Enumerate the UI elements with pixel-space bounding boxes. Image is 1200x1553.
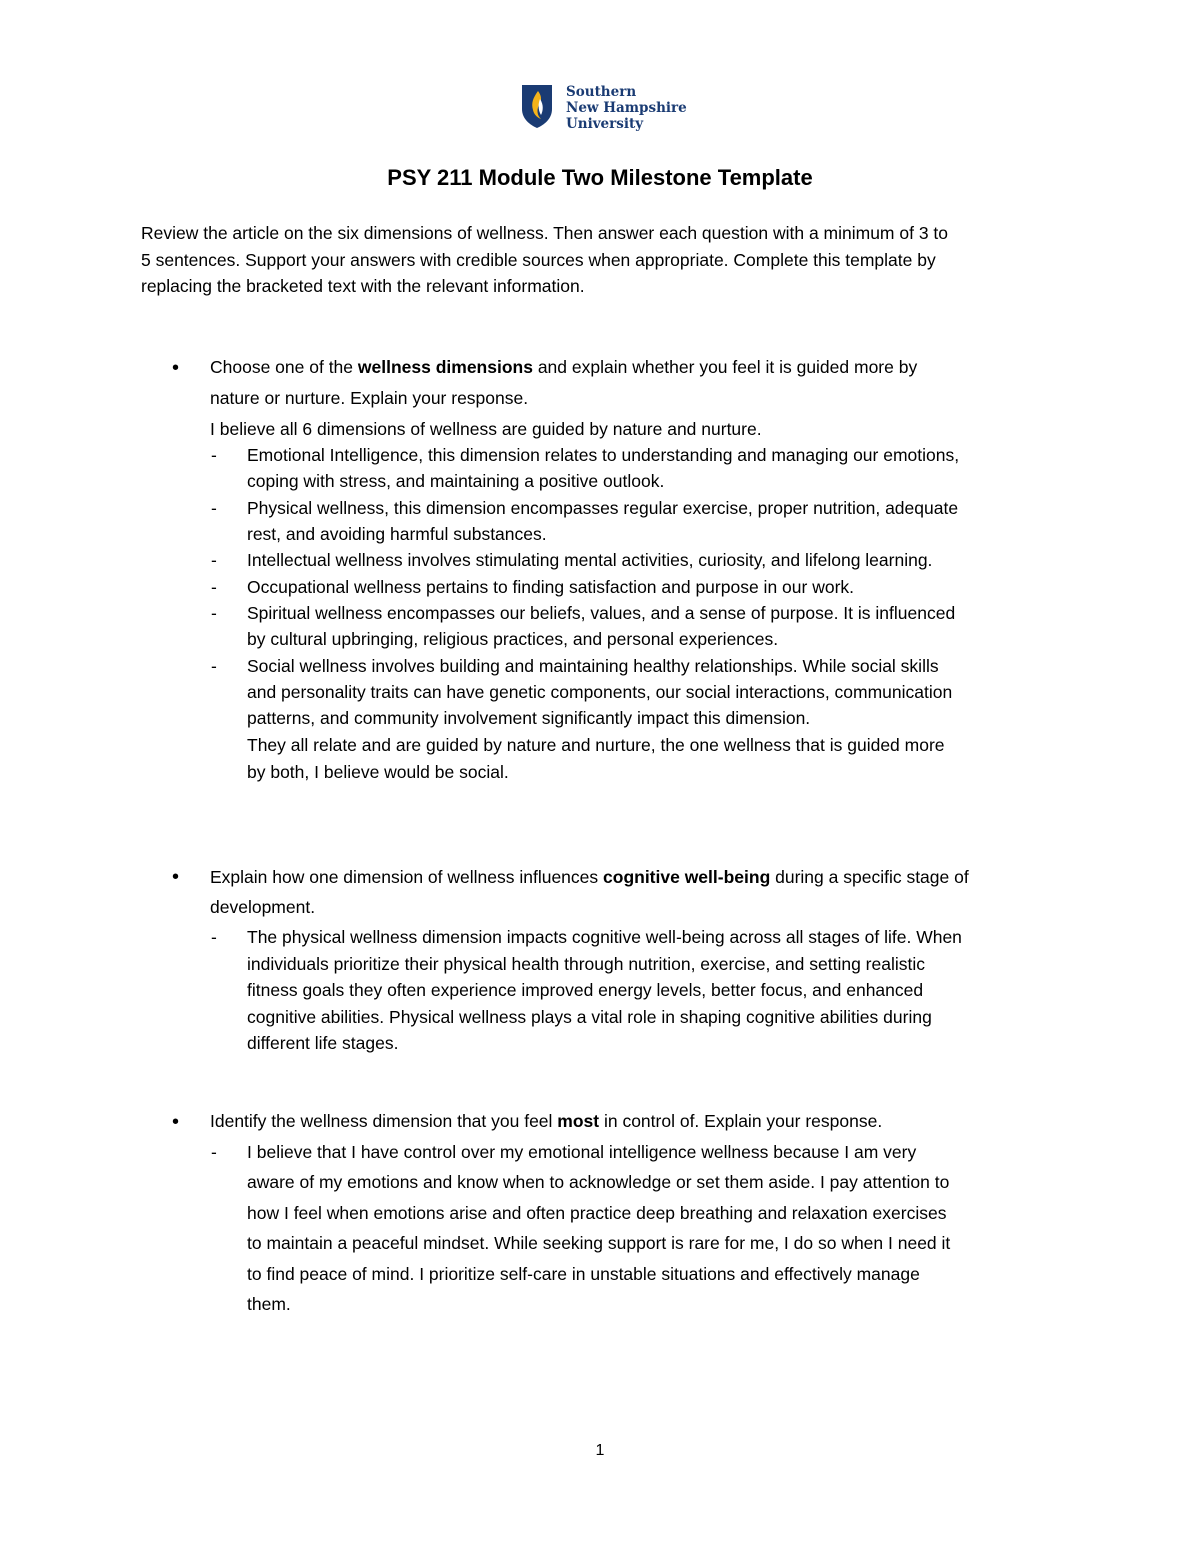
answer-line: patterns, and community involvement significantly impact this dimension. <box>247 708 811 728</box>
question-2-line-1 <box>210 867 969 888</box>
q1-text: Choose one of the <box>210 357 358 377</box>
question-2-line-2: development. <box>210 897 316 917</box>
intro-line: 5 sentences. Support your answers with credible sources when appropriate. Complete this template by <box>141 249 936 270</box>
q1-key-term: wellness dimensions <box>357 357 533 377</box>
answer-line: Intellectual wellness involves stimulating mental activities, curiosity, and lifelong learning. <box>247 550 933 570</box>
intro-line: replacing the bracketed text with the relevant information. <box>141 276 585 296</box>
answer-line: Social wellness involves building and maintaining healthy relationships. While social skills <box>247 656 939 676</box>
question-3-line-1 <box>210 1111 882 1132</box>
q3-text: Identify the wellness dimension that you feel <box>210 1111 558 1131</box>
bullet-icon: • <box>172 1111 180 1133</box>
answer-line: to find peace of mind. I prioritize self-care in unstable situations and effectively manage <box>247 1264 920 1284</box>
answer-line: Physical wellness, this dimension encompasses regular exercise, proper nutrition, adequate <box>247 498 959 518</box>
list-dash: - <box>211 445 217 465</box>
logo-line-1: Southern <box>566 84 637 100</box>
logo-line-3: University <box>566 116 644 132</box>
answer-line: them. <box>247 1294 291 1314</box>
page-title: PSY 211 Module Two Milestone Template <box>387 165 813 190</box>
answer-line: how I feel when emotions arise and often practice deep breathing and relaxation exercises <box>247 1203 947 1223</box>
answer-line: Occupational wellness pertains to finding satisfaction and purpose in our work. <box>247 577 855 597</box>
list-dash: - <box>211 577 217 597</box>
answer-line: different life stages. <box>247 1033 399 1053</box>
answer-line: to maintain a peaceful mindset. While seeking support is rare for me, I do so when I need it <box>247 1233 951 1253</box>
answer-line: The physical wellness dimension impacts cognitive well-being across all stages of life. When <box>247 927 962 947</box>
answer-line: fitness goals they often experience improved energy levels, better focus, and enhanced <box>247 980 924 1000</box>
answer-line: coping with stress, and maintaining a positive outlook. <box>247 471 665 491</box>
q2-key-term: cognitive well-being <box>603 867 771 887</box>
university-logo <box>520 83 690 133</box>
shield-flame-icon <box>520 83 554 129</box>
list-dash: - <box>211 603 217 623</box>
list-dash: - <box>211 927 217 947</box>
list-dash: - <box>211 550 217 570</box>
answer-1-lead: I believe all 6 dimensions of wellness are guided by nature and nurture. <box>210 419 762 439</box>
answer-line: I believe that I have control over my emotional intelligence wellness because I am very <box>247 1142 917 1162</box>
answer-line: by both, I believe would be social. <box>247 762 509 782</box>
bullet-icon: • <box>172 866 180 888</box>
question-1-line-1 <box>210 357 917 378</box>
answer-line: cognitive abilities. Physical wellness plays a vital role in shaping cognitive abilities during <box>247 1007 932 1027</box>
answer-line: individuals prioritize their physical health through nutrition, exercise, and setting realistic <box>247 954 925 974</box>
logo-line-2: New Hampshire <box>566 100 687 116</box>
answer-line: by cultural upbringing, religious practices, and personal experiences. <box>247 629 779 649</box>
list-dash: - <box>211 1142 217 1162</box>
bullet-icon: • <box>172 357 180 379</box>
q1-text: and explain whether you feel it is guided more by <box>532 357 918 377</box>
q3-key-term: most <box>557 1111 600 1131</box>
q3-text: in control of. Explain your response. <box>599 1111 883 1131</box>
question-1-line-2: nature or nurture. Explain your response. <box>210 388 529 408</box>
answer-line: Emotional Intelligence, this dimension relates to understanding and managing our emotions, <box>247 445 960 465</box>
answer-line: Spiritual wellness encompasses our beliefs, values, and a sense of purpose. It is influenced <box>247 603 956 623</box>
list-dash: - <box>211 656 217 676</box>
answer-line: They all relate and are guided by nature and nurture, the one wellness that is guided more <box>247 735 945 755</box>
intro-line: Review the article on the six dimensions of wellness. Then answer each question with a minimum of 3 to <box>141 223 949 243</box>
q2-text: during a specific stage of <box>770 867 969 887</box>
page-number: 1 <box>595 1442 605 1459</box>
intro-paragraph <box>141 220 1066 300</box>
list-dash: - <box>211 498 217 518</box>
answer-line: rest, and avoiding harmful substances. <box>247 524 547 544</box>
answer-line: aware of my emotions and know when to acknowledge or set them aside. I pay attention to <box>247 1172 950 1192</box>
q2-text: Explain how one dimension of wellness influences <box>210 867 604 887</box>
answer-line: and personality traits can have genetic components, our social interactions, communication <box>247 682 953 702</box>
